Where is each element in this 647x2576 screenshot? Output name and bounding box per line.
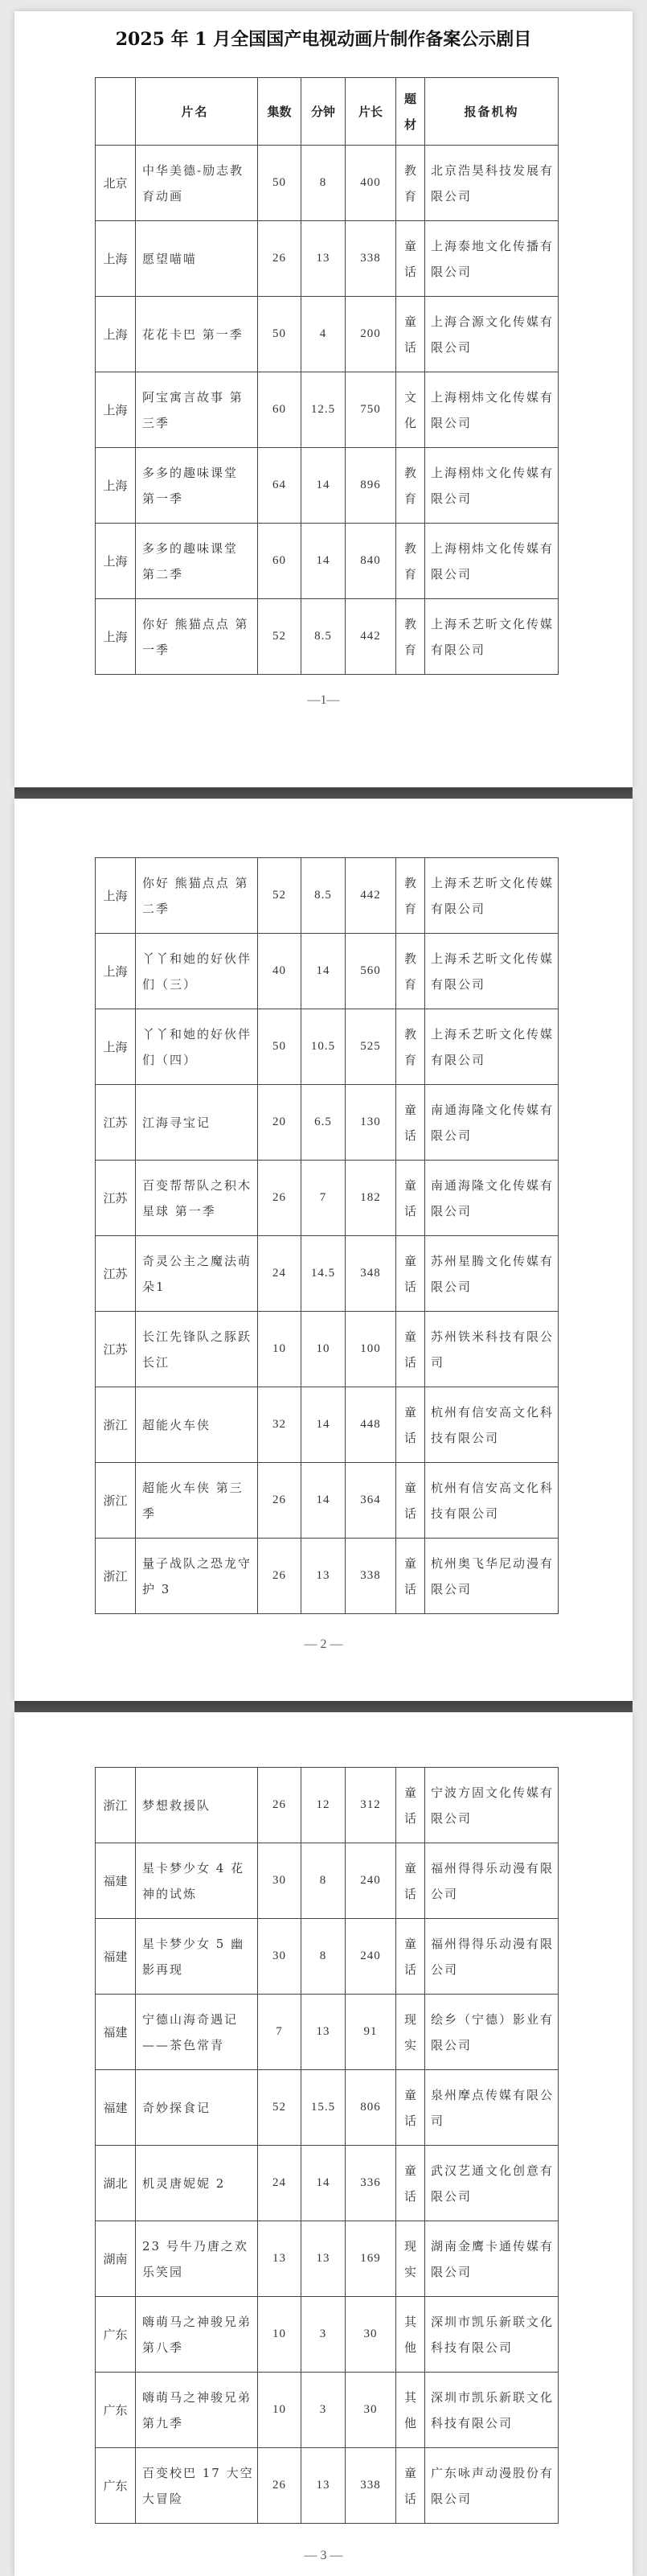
table-row: [96, 858, 559, 934]
cell-minutes: 8.5: [301, 599, 346, 675]
page-separator: [14, 1701, 633, 1712]
cell-region: 上海: [96, 372, 136, 448]
cell-region: 江苏: [96, 1312, 136, 1387]
cell-minutes: 10.5: [301, 1009, 346, 1085]
cell-title: 丫丫和她的好伙伴们（三）: [136, 934, 258, 1009]
cell-minutes: 13: [301, 1539, 346, 1614]
table-row: [96, 1539, 559, 1614]
cell-genre: 童 话: [396, 1312, 425, 1387]
cell-length: 840: [346, 524, 396, 599]
cell-length: 560: [346, 934, 396, 1009]
cell-region: 江苏: [96, 1236, 136, 1312]
cell-length: 30: [346, 2373, 396, 2448]
cell-genre: 童 话: [396, 1387, 425, 1463]
cell-region: 上海: [96, 934, 136, 1009]
cell-length: 448: [346, 1387, 396, 1463]
table-row: [96, 2448, 559, 2524]
cell-length: 312: [346, 1768, 396, 1843]
cell-minutes: 12.5: [301, 372, 346, 448]
table-row: [96, 934, 559, 1009]
cell-length: 240: [346, 1843, 396, 1919]
cell-organization: 泉州摩点传媒有限公司: [425, 2070, 559, 2146]
cell-length: 442: [346, 599, 396, 675]
cell-length: 338: [346, 221, 396, 297]
cell-title: 星卡梦少女 4 花神的试炼: [136, 1843, 258, 1919]
cell-length: 896: [346, 448, 396, 524]
table-row: [96, 1161, 559, 1236]
document-page-3: [14, 1712, 633, 2576]
registration-table-page-3: [95, 1767, 559, 2524]
cell-minutes: 14.5: [301, 1236, 346, 1312]
cell-episodes: 60: [258, 524, 301, 599]
cell-organization: 上海栩炜文化传媒有限公司: [425, 372, 559, 448]
cell-length: 338: [346, 1539, 396, 1614]
cell-title: 23 号牛乃唐之欢乐笑园: [136, 2221, 258, 2297]
registration-table-page-2: [95, 857, 559, 1614]
header-episodes: 集数: [258, 78, 301, 146]
cell-minutes: 3: [301, 2297, 346, 2373]
page-number: — 2 —: [304, 1637, 343, 1651]
cell-length: 348: [346, 1236, 396, 1312]
cell-minutes: 8: [301, 1919, 346, 1995]
header-length: 片长: [346, 78, 396, 146]
cell-episodes: 52: [258, 858, 301, 934]
cell-title: 中华美德-励志教育动画: [136, 146, 258, 221]
cell-region: 广东: [96, 2448, 136, 2524]
cell-length: 240: [346, 1919, 396, 1995]
cell-genre: 教 育: [396, 934, 425, 1009]
cell-minutes: 8.5: [301, 858, 346, 934]
cell-title: 奇灵公主之魔法萌朵1: [136, 1236, 258, 1312]
cell-organization: 北京浩昊科技发展有限公司: [425, 146, 559, 221]
cell-organization: 福州得得乐动漫有限公司: [425, 1919, 559, 1995]
cell-minutes: 13: [301, 221, 346, 297]
cell-length: 169: [346, 2221, 396, 2297]
cell-minutes: 12: [301, 1768, 346, 1843]
cell-genre: 童 话: [396, 2070, 425, 2146]
cell-genre: 教 育: [396, 1009, 425, 1085]
cell-episodes: 10: [258, 2373, 301, 2448]
cell-region: 福建: [96, 1843, 136, 1919]
cell-length: 336: [346, 2146, 396, 2221]
cell-region: 广东: [96, 2297, 136, 2373]
cell-genre: 童 话: [396, 1085, 425, 1161]
table-row: [96, 1236, 559, 1312]
cell-minutes: 14: [301, 2146, 346, 2221]
cell-genre: 教 育: [396, 524, 425, 599]
cell-title: 多多的趣味课堂 第一季: [136, 448, 258, 524]
cell-episodes: 13: [258, 2221, 301, 2297]
table-row: [96, 1312, 559, 1387]
cell-episodes: 10: [258, 2297, 301, 2373]
cell-length: 130: [346, 1085, 396, 1161]
cell-length: 806: [346, 2070, 396, 2146]
page-number: — 3 —: [304, 2549, 343, 2562]
cell-episodes: 40: [258, 934, 301, 1009]
table-row: [96, 1919, 559, 1995]
cell-region: 湖南: [96, 2221, 136, 2297]
cell-region: 浙江: [96, 1768, 136, 1843]
cell-length: 442: [346, 858, 396, 934]
cell-minutes: 4: [301, 297, 346, 372]
cell-region: 上海: [96, 599, 136, 675]
table-row: [96, 1085, 559, 1161]
cell-genre: 其 他: [396, 2373, 425, 2448]
cell-minutes: 15.5: [301, 2070, 346, 2146]
registration-table-page-1: [95, 77, 559, 675]
cell-episodes: 32: [258, 1387, 301, 1463]
cell-episodes: 24: [258, 1236, 301, 1312]
cell-region: 广东: [96, 2373, 136, 2448]
cell-minutes: 14: [301, 524, 346, 599]
cell-episodes: 52: [258, 599, 301, 675]
cell-length: 100: [346, 1312, 396, 1387]
cell-length: 91: [346, 1995, 396, 2070]
cell-organization: 上海合源文化传媒有限公司: [425, 297, 559, 372]
cell-title: 量子战队之恐龙守护 3: [136, 1539, 258, 1614]
cell-episodes: 50: [258, 146, 301, 221]
cell-organization: 上海禾艺昕文化传媒有限公司: [425, 1009, 559, 1085]
cell-region: 上海: [96, 221, 136, 297]
cell-title: 梦想救援队: [136, 1768, 258, 1843]
table-row: [96, 448, 559, 524]
cell-episodes: 26: [258, 1463, 301, 1539]
cell-episodes: 10: [258, 1312, 301, 1387]
cell-genre: 文 化: [396, 372, 425, 448]
cell-minutes: 13: [301, 2221, 346, 2297]
document-title: 2025 年 1 月全国国产电视动画片制作备案公示剧目: [115, 29, 532, 50]
cell-organization: 湖南金鹰卡通传媒有限公司: [425, 2221, 559, 2297]
cell-organization: 苏州铁米科技有限公司: [425, 1312, 559, 1387]
cell-title: 百变校巴 17 大空大冒险: [136, 2448, 258, 2524]
cell-region: 上海: [96, 524, 136, 599]
cell-minutes: 3: [301, 2373, 346, 2448]
cell-organization: 上海禾艺昕文化传媒有限公司: [425, 599, 559, 675]
cell-title: 花花卡巴 第一季: [136, 297, 258, 372]
cell-title: 你好 熊猫点点 第二季: [136, 858, 258, 934]
cell-organization: 杭州有信安高文化科技有限公司: [425, 1463, 559, 1539]
cell-minutes: 14: [301, 934, 346, 1009]
table-row: [96, 2373, 559, 2448]
table-row: [96, 2221, 559, 2297]
cell-genre: 童 话: [396, 2448, 425, 2524]
cell-minutes: 8: [301, 146, 346, 221]
cell-episodes: 30: [258, 1919, 301, 1995]
cell-minutes: 13: [301, 2448, 346, 2524]
cell-genre: 童 话: [396, 1919, 425, 1995]
cell-minutes: 14: [301, 448, 346, 524]
cell-organization: 广东咏声动漫股份有限公司: [425, 2448, 559, 2524]
cell-region: 江苏: [96, 1085, 136, 1161]
cell-title: 丫丫和她的好伙伴们（四）: [136, 1009, 258, 1085]
cell-organization: 宁波方固文化传媒有限公司: [425, 1768, 559, 1843]
cell-organization: 武汉艺通文化创意有限公司: [425, 2146, 559, 2221]
cell-genre: 教 育: [396, 858, 425, 934]
cell-title: 愿望喵喵: [136, 221, 258, 297]
table-row: [96, 1995, 559, 2070]
cell-title: 嗨萌马之神骏兄弟 第八季: [136, 2297, 258, 2373]
cell-organization: 南通海隆文化传媒有限公司: [425, 1085, 559, 1161]
cell-region: 北京: [96, 146, 136, 221]
cell-episodes: 26: [258, 1768, 301, 1843]
table-row: [96, 146, 559, 221]
cell-genre: 童 话: [396, 1843, 425, 1919]
table-row: [96, 2070, 559, 2146]
cell-region: 上海: [96, 297, 136, 372]
cell-genre: 童 话: [396, 1463, 425, 1539]
cell-organization: 上海禾艺昕文化传媒有限公司: [425, 934, 559, 1009]
cell-title: 你好 熊猫点点 第一季: [136, 599, 258, 675]
cell-episodes: 24: [258, 2146, 301, 2221]
document-page-1: [14, 11, 633, 787]
cell-minutes: 7: [301, 1161, 346, 1236]
cell-minutes: 14: [301, 1463, 346, 1539]
cell-region: 江苏: [96, 1161, 136, 1236]
cell-length: 525: [346, 1009, 396, 1085]
cell-episodes: 26: [258, 221, 301, 297]
cell-genre: 童 话: [396, 297, 425, 372]
cell-length: 400: [346, 146, 396, 221]
cell-title: 宁德山海奇遇记——茶色常青: [136, 1995, 258, 2070]
cell-genre: 现 实: [396, 1995, 425, 2070]
table-row: [96, 221, 559, 297]
cell-minutes: 14: [301, 1387, 346, 1463]
cell-title: 超能火车侠: [136, 1387, 258, 1463]
cell-genre: 童 话: [396, 2146, 425, 2221]
cell-genre: 现 实: [396, 2221, 425, 2297]
cell-title: 超能火车侠 第三季: [136, 1463, 258, 1539]
cell-region: 浙江: [96, 1463, 136, 1539]
cell-minutes: 6.5: [301, 1085, 346, 1161]
cell-title: 多多的趣味课堂 第二季: [136, 524, 258, 599]
cell-organization: 杭州有信安高文化科技有限公司: [425, 1387, 559, 1463]
cell-region: 上海: [96, 1009, 136, 1085]
cell-episodes: 30: [258, 1843, 301, 1919]
cell-length: 364: [346, 1463, 396, 1539]
cell-episodes: 50: [258, 1009, 301, 1085]
cell-organization: 上海泰地文化传播有限公司: [425, 221, 559, 297]
cell-genre: 童 话: [396, 221, 425, 297]
cell-genre: 教 育: [396, 146, 425, 221]
cell-episodes: 52: [258, 2070, 301, 2146]
cell-organization: 深圳市凯乐新联文化科技有限公司: [425, 2373, 559, 2448]
cell-organization: 苏州星腾文化传媒有限公司: [425, 1236, 559, 1312]
table-row: [96, 297, 559, 372]
cell-title: 百变帮帮队之积木星球 第一季: [136, 1161, 258, 1236]
cell-title: 长江先锋队之豚跃长江: [136, 1312, 258, 1387]
cell-episodes: 50: [258, 297, 301, 372]
cell-region: 上海: [96, 448, 136, 524]
table-header-row: [96, 78, 559, 146]
cell-region: 福建: [96, 2070, 136, 2146]
cell-title: 机灵唐妮妮 2: [136, 2146, 258, 2221]
table-row: [96, 1768, 559, 1843]
cell-genre: 其 他: [396, 2297, 425, 2373]
table-row: [96, 1843, 559, 1919]
cell-title: 江海寻宝记: [136, 1085, 258, 1161]
page-separator: [14, 787, 633, 799]
cell-organization: 上海栩炜文化传媒有限公司: [425, 524, 559, 599]
cell-length: 338: [346, 2448, 396, 2524]
table-row: [96, 372, 559, 448]
cell-genre: 教 育: [396, 599, 425, 675]
cell-episodes: 20: [258, 1085, 301, 1161]
table-row: [96, 2146, 559, 2221]
cell-minutes: 13: [301, 1995, 346, 2070]
header-organization: 报备机构: [425, 78, 559, 146]
cell-length: 182: [346, 1161, 396, 1236]
cell-organization: 南通海隆文化传媒有限公司: [425, 1161, 559, 1236]
cell-organization: 上海禾艺昕文化传媒有限公司: [425, 858, 559, 934]
page-number: —1—: [307, 693, 340, 707]
table-row: [96, 524, 559, 599]
table-row: [96, 1009, 559, 1085]
cell-organization: 上海栩炜文化传媒有限公司: [425, 448, 559, 524]
table-row: [96, 1387, 559, 1463]
cell-genre: 童 话: [396, 1539, 425, 1614]
cell-episodes: 64: [258, 448, 301, 524]
table-row: [96, 1463, 559, 1539]
cell-genre: 童 话: [396, 1161, 425, 1236]
cell-organization: 杭州奥飞华尼动漫有限公司: [425, 1539, 559, 1614]
document-page-2: [14, 799, 633, 1701]
cell-episodes: 7: [258, 1995, 301, 2070]
cell-genre: 教 育: [396, 448, 425, 524]
cell-organization: 绘乡（宁德）影业有限公司: [425, 1995, 559, 2070]
cell-title: 奇妙探食记: [136, 2070, 258, 2146]
cell-length: 30: [346, 2297, 396, 2373]
header-genre: 题 材: [396, 78, 425, 146]
cell-region: 上海: [96, 858, 136, 934]
cell-title: 阿宝寓言故事 第三季: [136, 372, 258, 448]
cell-organization: 福州得得乐动漫有限公司: [425, 1843, 559, 1919]
cell-minutes: 8: [301, 1843, 346, 1919]
cell-episodes: 60: [258, 372, 301, 448]
table-row: [96, 599, 559, 675]
cell-minutes: 10: [301, 1312, 346, 1387]
cell-length: 200: [346, 297, 396, 372]
table-row: [96, 2297, 559, 2373]
cell-region: 湖北: [96, 2146, 136, 2221]
cell-length: 750: [346, 372, 396, 448]
cell-region: 福建: [96, 1919, 136, 1995]
header-title: 片名: [136, 78, 258, 146]
cell-genre: 童 话: [396, 1768, 425, 1843]
header-minutes: 分钟: [301, 78, 346, 146]
cell-title: 嗨萌马之神骏兄弟 第九季: [136, 2373, 258, 2448]
cell-episodes: 26: [258, 2448, 301, 2524]
header-region: [96, 78, 136, 146]
cell-region: 福建: [96, 1995, 136, 2070]
cell-genre: 童 话: [396, 1236, 425, 1312]
cell-episodes: 26: [258, 1539, 301, 1614]
cell-region: 浙江: [96, 1387, 136, 1463]
cell-title: 星卡梦少女 5 幽影再现: [136, 1919, 258, 1995]
cell-organization: 深圳市凯乐新联文化科技有限公司: [425, 2297, 559, 2373]
cell-region: 浙江: [96, 1539, 136, 1614]
cell-episodes: 26: [258, 1161, 301, 1236]
